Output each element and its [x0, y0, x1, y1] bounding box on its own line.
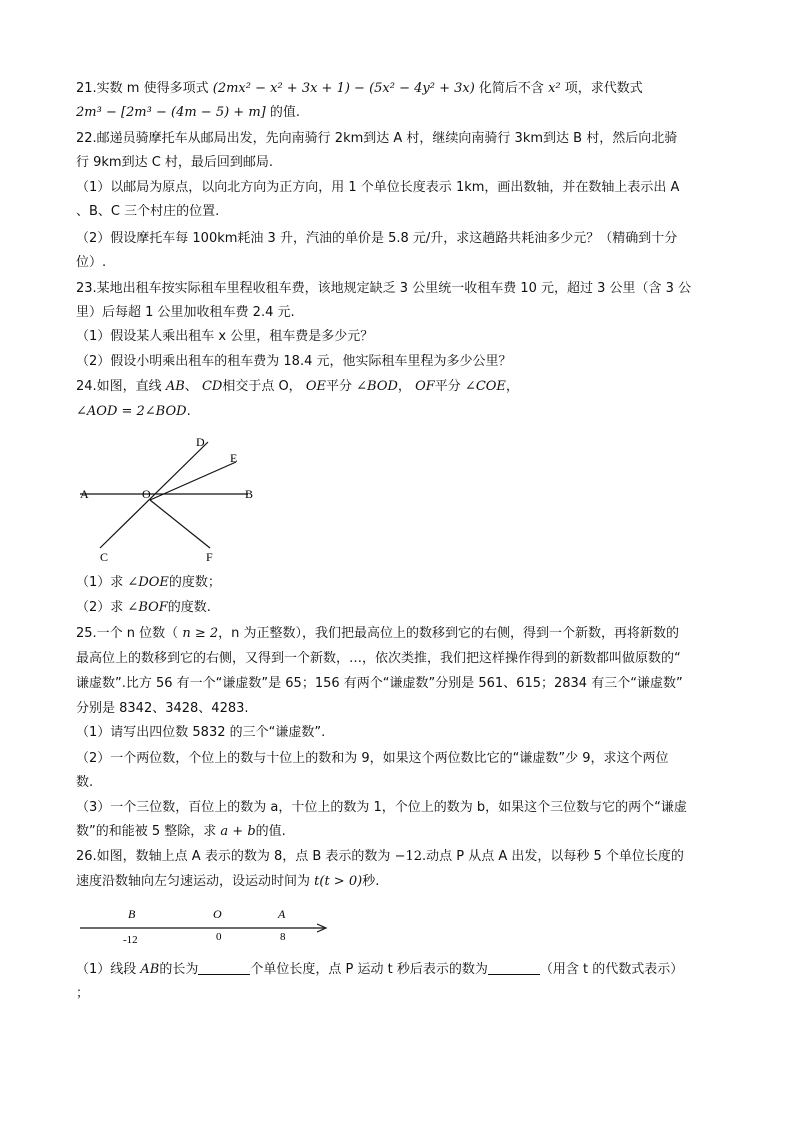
q24-angle-bof: ∠BOF — [127, 600, 168, 615]
q24-line-cd: CD — [201, 379, 223, 394]
q24-text-b: 相交于点 O， — [222, 379, 302, 394]
q25-part3-line2 — [76, 822, 726, 842]
q24-text: 24.如图，直线 — [76, 379, 162, 394]
q23-part2: （2）假设小明乘出租车的租车费为 18.4 元，他实际租车里程为多少公里？ — [76, 354, 512, 369]
q21-x2-term: x² — [548, 81, 561, 96]
q26-text-a: 26.如图，数轴上点 A 表示的数为 8，点 B 表示的数为 — [76, 849, 391, 864]
q26-part1-text-c: 个单位长度，点 P 运动 t 秒后表示的数为 — [250, 962, 488, 977]
q24-line-ab: AB — [165, 379, 185, 394]
q25-line4: 分别是 8342、3428、4283. — [76, 701, 249, 716]
q25-line2: 最高位上的数移到它的右侧，又得到一个新数，…，依次类推，我们把这样操作得到的新数都叫做原数的“ — [76, 651, 681, 666]
label-b: B — [245, 487, 254, 501]
label-e: E — [230, 451, 238, 465]
q26-part1-text-b: 的长为 — [159, 962, 199, 977]
q24-angle-doe: ∠DOE — [127, 575, 169, 590]
q24-part2 — [76, 598, 726, 618]
q21-line1 — [76, 79, 726, 99]
q23-line1: 23.某地出租车按实际租车里程收租车费，该地规定缺乏 3 公里统一收租车费 10 元，超过 3 公里（含 3 公 — [76, 281, 692, 296]
q25-part1: （1）请写出四位数 5832 的三个“谦虚数”. — [76, 725, 326, 740]
q24-text-d: 平分 — [434, 379, 461, 394]
label-d: D — [196, 435, 205, 449]
q26-value-b: −12 — [394, 849, 422, 864]
q25-text-a: 25.一个 n 位数（ — [76, 626, 179, 641]
ray-of — [150, 500, 210, 548]
point-b-label: B — [128, 907, 136, 921]
q25-line3: 谦虚数”.比方 56 有一个“谦虚数”是 65；156 有两个“谦虚数”分别是 561、615；2834 有三个“谦虚数” — [76, 676, 683, 691]
q21-text-end: 的值. — [269, 105, 301, 120]
q24-part2-text: （2）求 — [76, 600, 124, 615]
q21-polynomial: (2mx² − x² + 3x + 1) − (5x² − 4y² + 3x) — [212, 81, 475, 96]
q25-part3-end: 的值. — [255, 824, 286, 839]
q25-part2-line2: 数. — [76, 775, 94, 790]
q26-time-var: t(t > 0) — [314, 874, 363, 889]
q24-part1-text: （1）求 — [76, 575, 124, 590]
q21-text-mid: 化简后不含 — [478, 81, 544, 96]
point-o-label: O — [213, 907, 222, 921]
q22-part2-line2: 位）. — [76, 255, 107, 270]
q21-text: 21.实数 m 使得多项式 — [76, 81, 209, 96]
q25-line1 — [76, 624, 726, 644]
label-a: A — [80, 487, 89, 501]
value-a: 8 — [280, 931, 286, 943]
value-b: -12 — [123, 934, 138, 946]
q26-segment-ab: AB — [140, 962, 160, 977]
line-cd — [100, 442, 208, 548]
q26-number-line — [76, 902, 336, 948]
label-f: F — [206, 550, 213, 564]
q25-condition: n ≥ 2 — [182, 626, 219, 641]
q26-part1 — [76, 960, 726, 980]
q24-angle-coe: ∠COE — [464, 379, 506, 394]
q25-expr-a-plus-b: a + b — [220, 824, 256, 839]
q24-line1 — [76, 377, 726, 397]
q26-text-d: 秒. — [362, 874, 380, 889]
point-a-label: A — [278, 907, 286, 921]
q24-sep2: ， — [397, 379, 411, 394]
q21-line2 — [76, 103, 726, 123]
q25-part3-text: 数”的和能被 5 整除，求 — [76, 824, 217, 839]
q24-part1-end: 的度数； — [168, 575, 221, 590]
q22-part1-line1: （1）以邮局为原点，以向北方向为正方向，用 1 个单位长度表示 1km，画出数轴，并在数轴上表示出 A — [76, 180, 680, 195]
q24-sep: 、 — [184, 379, 198, 394]
q26-part1-line2: ； — [76, 986, 90, 1001]
answer-blank-p-position[interactable] — [488, 960, 540, 975]
q23-part1: （1）假设某人乘出租车 x 公里，租车费是多少元？ — [76, 329, 374, 344]
q22-line1: 22.邮递员骑摩托车从邮局出发，先向南骑行 2km到达 A 村，继续向南骑行 3km到达 B 村，然后向北骑 — [76, 131, 678, 146]
q26-part1-text-d: （用含 t 的代数式表示） — [539, 962, 684, 977]
q24-ray-oe: OE — [305, 379, 326, 394]
q24-part2-end: 的度数. — [167, 600, 211, 615]
q25-part2-line1: （2）一个两位数，个位上的数与十位上的数和为 9，如果这个两位数比它的“谦虚数”少 9，求这个两位 — [76, 751, 669, 766]
q24-angle-relation: ∠AOD = 2∠BOD — [76, 404, 187, 419]
q26-text-c: 速度沿数轴向左匀速运动，设运动时间为 — [76, 874, 311, 889]
q24-period: . — [186, 404, 191, 419]
q24-figure — [70, 428, 270, 568]
q26-text-b: .动点 P 从点 A 出发，以每秒 5 个单位长度的 — [422, 849, 684, 864]
q21-expression: 2m³ − [2m³ − (4m − 5) + m] — [76, 105, 266, 120]
q24-part1 — [76, 573, 726, 593]
q24-line2 — [76, 402, 726, 422]
q26-line1 — [76, 847, 726, 867]
q24-text-c: 平分 — [325, 379, 352, 394]
q22-part1-line2: 、B、C 三个村庄的位置. — [76, 204, 220, 219]
q24-angle-bod: ∠BOD — [356, 379, 398, 394]
q22-part2-line1: （2）假设摩托车每 100km耗油 3 升，汽油的单价是 5.8 元/升，求这趟路共耗油多少元？（精确到十分 — [76, 231, 678, 246]
q24-text-e: ， — [505, 379, 519, 394]
q26-part1-text: （1）线段 — [76, 962, 137, 977]
answer-blank-ab-length[interactable] — [198, 960, 250, 975]
label-c: C — [100, 550, 109, 564]
q25-part3-line1: （3）一个三位数，百位上的数为 a，十位上的数为 1，个位上的数为 b，如果这个三位数与它的两个“谦虚 — [76, 800, 687, 815]
q24-ray-of: OF — [415, 379, 435, 394]
value-o: 0 — [216, 931, 222, 943]
q25-text-b: ，n 为正整数），我们把最高位上的数移到它的右侧，得到一个新数，再将新数的 — [218, 626, 680, 641]
q22-line2: 行 9km到达 C 村，最后回到邮局. — [76, 155, 274, 170]
q21-text-post: 项，求代数式 — [564, 81, 643, 96]
q26-line2 — [76, 872, 726, 892]
q23-line2: 里）后每超 1 公里加收租车费 2.4 元. — [76, 305, 295, 320]
label-o: O — [142, 487, 151, 501]
